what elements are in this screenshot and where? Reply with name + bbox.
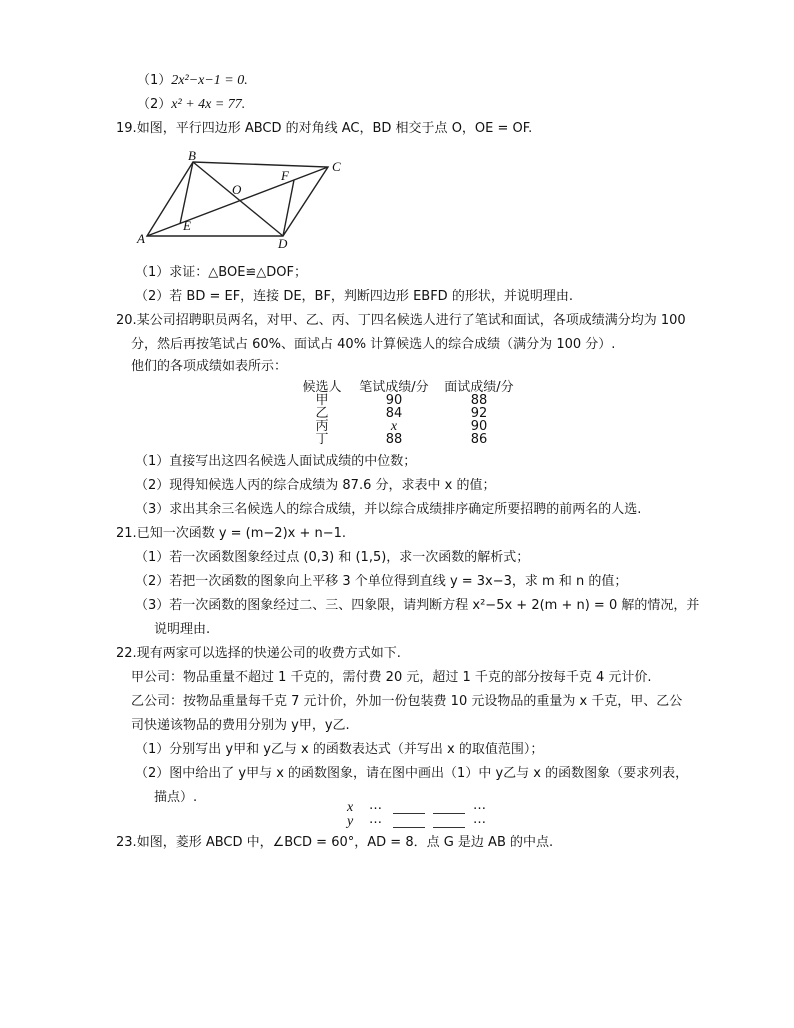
- q23-number: 23.: [116, 835, 137, 850]
- table-cell: 90: [385, 393, 403, 408]
- table-cell: 84: [385, 406, 403, 421]
- q19-question: [116, 120, 532, 138]
- q18-part1: [137, 72, 248, 90]
- q20-number: 20.: [116, 313, 137, 328]
- q20-part3: （3）求出其余三名候选人的综合成绩，并以综合成绩排序确定所要招聘的前两名的人选.: [135, 502, 642, 517]
- table-cell: 88: [385, 432, 403, 447]
- q18-part2-expr: x² + 4x = 77.: [171, 97, 246, 112]
- xy-table-y-label: y: [347, 814, 354, 829]
- xy-table-blank[interactable]: [433, 813, 465, 814]
- q23-question: [116, 834, 553, 852]
- xy-table-x-label: x: [347, 800, 354, 815]
- q22-company-a: 甲公司：物品重量不超过 1 千克的，需付费 20 元，超过 1 千克的部分按每千克 4 元计价.: [131, 670, 652, 685]
- q20-score-table: [296, 381, 518, 446]
- table-row: [296, 433, 518, 446]
- q18-part2: [137, 96, 245, 114]
- q19-stem: 如图，平行四边形 ABCD 的对角线 AC，BD 相交于点 O，OE = OF.: [136, 121, 533, 136]
- table-header-cell: 面试成绩/分: [444, 380, 514, 395]
- diagonal-ac: [147, 167, 328, 236]
- xy-table-ellipsis: …: [473, 798, 486, 813]
- xy-table-blank[interactable]: [433, 827, 465, 828]
- q22-stem: 现有两家可以选择的快递公司的收费方式如下.: [136, 646, 401, 661]
- table-cell: 丙: [315, 419, 329, 434]
- q20-part1: （1）直接写出这四名候选人面试成绩的中位数；: [135, 454, 417, 469]
- q20-part2: （2）现得知候选人丙的综合成绩为 87.6 分，求表中 x 的值；: [135, 478, 496, 493]
- q21-question: [116, 525, 346, 543]
- table-cell: x: [390, 419, 398, 434]
- q18-part1-label: （1）: [137, 73, 172, 88]
- xy-table-blank[interactable]: [393, 813, 425, 814]
- q21-part1: （1）若一次函数图象经过点 (0,3) 和 (1,5)，求一次函数的解析式；: [135, 550, 530, 565]
- point-label-d: D: [278, 236, 288, 251]
- diagonal-bd: [193, 162, 283, 236]
- q20-stem-line2: 分，然后再按笔试占 60%、面试占 40% 计算候选人的综合成绩（满分为 100 分）.: [131, 337, 616, 352]
- q18-part2-label: （2）: [137, 97, 172, 112]
- q22-company-b-line1: 乙公司：按物品重量每千克 7 元计价，外加一份包装费 10 元设物品的重量为 x 千克，甲、乙公: [131, 694, 683, 709]
- q21-number: 21.: [116, 526, 137, 541]
- point-label-e: E: [183, 218, 191, 233]
- table-cell: 丁: [315, 432, 329, 447]
- q21-stem: 已知一次函数 y = (m−2)x + n−1.: [136, 526, 347, 541]
- table-cell: 甲: [315, 393, 329, 408]
- q22-question: [116, 645, 401, 663]
- q22-number: 22.: [116, 646, 137, 661]
- q21-part3-line1: （3）若一次函数的图象经过二、三、四象限，请判断方程 x²−5x + 2(m + n) = 0 解的情况，并: [135, 598, 700, 613]
- q22-company-b-line2: 司快递该物品的费用分别为 y甲，y乙.: [131, 718, 350, 733]
- table-cell: 92: [470, 406, 488, 421]
- table-header-cell: 笔试成绩/分: [359, 380, 429, 395]
- q20-stem-line1: 某公司招聘职员两名，对甲、乙、丙、丁四名候选人进行了笔试和面试，各项成绩满分均为 100: [136, 313, 686, 328]
- xy-table-blank[interactable]: [393, 827, 425, 828]
- table-cell: 86: [470, 432, 488, 447]
- q21-part2: （2）若把一次函数的图象向上平移 3 个单位得到直线 y = 3x−3，求 m 和 n 的值；: [135, 574, 628, 589]
- table-header-cell: 候选人: [302, 380, 342, 395]
- point-label-a: A: [137, 231, 145, 246]
- q23-stem: 如图，菱形 ABCD 中，∠BCD = 60°，AD = 8．点 G 是边 AB 的中点.: [136, 835, 554, 850]
- q22-part2-line1: （2）图中给出了 y甲与 x 的函数图象，请在图中画出（1）中 y乙与 x 的函数图象（要求列表，: [135, 766, 689, 781]
- q19-part1: （1）求证：△BOE≌△DOF；: [135, 265, 308, 280]
- q19-number: 19.: [116, 121, 137, 136]
- table-cell: 乙: [315, 406, 329, 421]
- table-cell: 90: [470, 419, 488, 434]
- q19-part2: （2）若 BD = EF，连接 DE，BF，判断四边形 EBFD 的形状，并说明理由.: [135, 289, 573, 304]
- point-label-c: C: [332, 159, 341, 174]
- q22-xy-table: [345, 800, 495, 830]
- q20-question: [116, 312, 686, 330]
- q19-parallelogram-figure: [135, 148, 355, 253]
- q20-stem-line3: 他们的各项成绩如表所示：: [131, 359, 288, 374]
- point-label-b: B: [188, 148, 196, 163]
- q22-part2-line2: 描点）.: [154, 790, 198, 805]
- xy-table-ellipsis: …: [369, 798, 382, 813]
- xy-table-ellipsis: …: [473, 812, 486, 827]
- q21-part3-line2: 说明理由.: [154, 622, 211, 637]
- q22-part1: （1）分别写出 y甲和 y乙与 x 的函数表达式（并写出 x 的取值范围）；: [135, 742, 544, 757]
- xy-table-ellipsis: …: [369, 812, 382, 827]
- table-cell: 88: [470, 393, 488, 408]
- q18-part1-expr: 2x²−x−1 = 0.: [171, 73, 248, 88]
- point-label-f: F: [281, 168, 289, 183]
- point-label-o: O: [232, 182, 242, 197]
